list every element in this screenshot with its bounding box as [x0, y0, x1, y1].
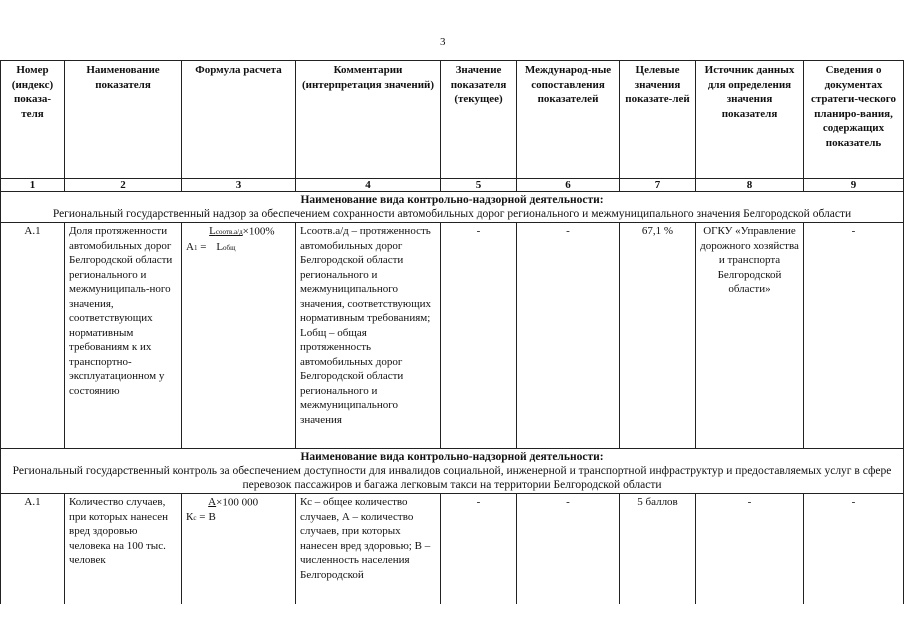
row-source: -	[696, 494, 804, 604]
row-comment: Кс – общее количество случаев, А – количество случаев, при которых нанесен вред здоровью; В – численность населения Белгородской	[296, 494, 441, 604]
indicators-table	[0, 60, 904, 604]
header-comments: Комментарии (интерпретация значений)	[296, 61, 441, 179]
header-target: Целевые значения показате-лей	[620, 61, 696, 179]
formula-lhs: К	[186, 510, 194, 523]
column-number: 9	[804, 179, 904, 192]
section-text: Региональный государственный надзор за обеспечением сохранности автомобильных дорог регионального и межмуниципального значения Белгородской области	[52, 208, 852, 220]
row-index: А.1	[1, 223, 65, 449]
row-current: -	[441, 494, 517, 604]
formula-num-var: L	[209, 225, 216, 237]
column-number: 7	[620, 179, 696, 192]
formula-lhs-sub: с	[193, 513, 197, 522]
row-documents: -	[804, 223, 904, 449]
table-row	[1, 494, 904, 604]
header-source: Источник данных для определения значения показателя	[696, 61, 804, 179]
row-source: ОГКУ «Управление дорожного хозяйства и транспорта Белгородской области»	[696, 223, 804, 449]
header-index: Номер (индекс) показа-теля	[1, 61, 65, 179]
section-title: Наименование вида контрольно-надзорной деятельности:	[300, 194, 604, 206]
formula-num-var: А	[208, 496, 217, 508]
section-title: Наименование вида контрольно-надзорной деятельности:	[300, 451, 604, 463]
row-comment: Lсоотв.а/д – протяженность автомобильных дорог Белгородской области регионального и межмуниципального значения, соответствующих нормативным требованиям; Lобщ – общая протяженность автомобильных дорог Белгородской области регионального и межмуниципального значения	[296, 223, 441, 449]
row-international: -	[517, 223, 620, 449]
formula-den-var: В	[208, 510, 216, 523]
section-heading	[1, 449, 904, 494]
header-current: Значение показателя (текущее)	[441, 61, 517, 179]
header-international: Международ-ные сопоставления показателей	[517, 61, 620, 179]
formula-num-sub: соотв.а/д	[215, 228, 243, 236]
row-index: А.1	[1, 494, 65, 604]
formula-denominator	[208, 511, 215, 523]
column-number: 8	[696, 179, 804, 192]
table-row	[1, 223, 904, 449]
formula-lhs: А	[186, 240, 194, 253]
row-formula	[182, 494, 296, 604]
formula-numerator	[209, 224, 242, 240]
formula-numerator	[208, 495, 216, 510]
column-number-row	[1, 179, 904, 192]
column-number: 3	[182, 179, 296, 192]
formula-lhs-sub: 1	[193, 243, 198, 252]
formula-multiplier: ×100%	[242, 225, 275, 237]
section-heading-row	[1, 449, 904, 494]
row-name: Доля протяженности автомобильных дорог Белгородской области регионального и межмуниципаль-ного значения, соответствующих нормативным требованиям к их транспортно-эксплуатационном у состоянию	[65, 223, 182, 449]
row-documents: -	[804, 494, 904, 604]
header-documents: Сведения о документах стратеги-ческого планиро-вания, содержащих показатель	[804, 61, 904, 179]
column-number: 4	[296, 179, 441, 192]
header-name: Наименование показателя	[65, 61, 182, 179]
formula-fraction	[208, 495, 216, 524]
column-number: 6	[517, 179, 620, 192]
formula-multiplier: ×100 000	[216, 496, 259, 508]
row-formula	[182, 223, 296, 449]
formula: Кс = А В×100 000	[186, 496, 259, 523]
column-number: 1	[1, 179, 65, 192]
formula-fraction	[209, 224, 242, 255]
section-text: Региональный государственный контроль за обеспечением доступности для инвалидов социальной, инженерной и транспортной инфраструктур и предоставляемых услуг в сфере перевозок пассажиров и багажа легковым такси на территории Белгородской области	[12, 465, 892, 491]
column-number: 5	[441, 179, 517, 192]
header-formula: Формула расчета	[182, 61, 296, 179]
row-target: 5 баллов	[620, 494, 696, 604]
header-row	[1, 61, 904, 179]
formula-den-sub: общ	[223, 243, 236, 252]
formula-denominator	[216, 241, 235, 253]
row-current: -	[441, 223, 517, 449]
formula-den-var: L	[216, 240, 224, 253]
section-heading-row	[1, 192, 904, 223]
column-number: 2	[65, 179, 182, 192]
page-number: 3	[440, 36, 446, 48]
row-target: 67,1 %	[620, 223, 696, 449]
formula: А1 = Lсоотв.а/д Lобщ×100%	[186, 241, 275, 253]
row-name: Количество случаев, при которых нанесен вред здоровью человека на 100 тыс. человек	[65, 494, 182, 604]
section-heading	[1, 192, 904, 223]
row-international: -	[517, 494, 620, 604]
